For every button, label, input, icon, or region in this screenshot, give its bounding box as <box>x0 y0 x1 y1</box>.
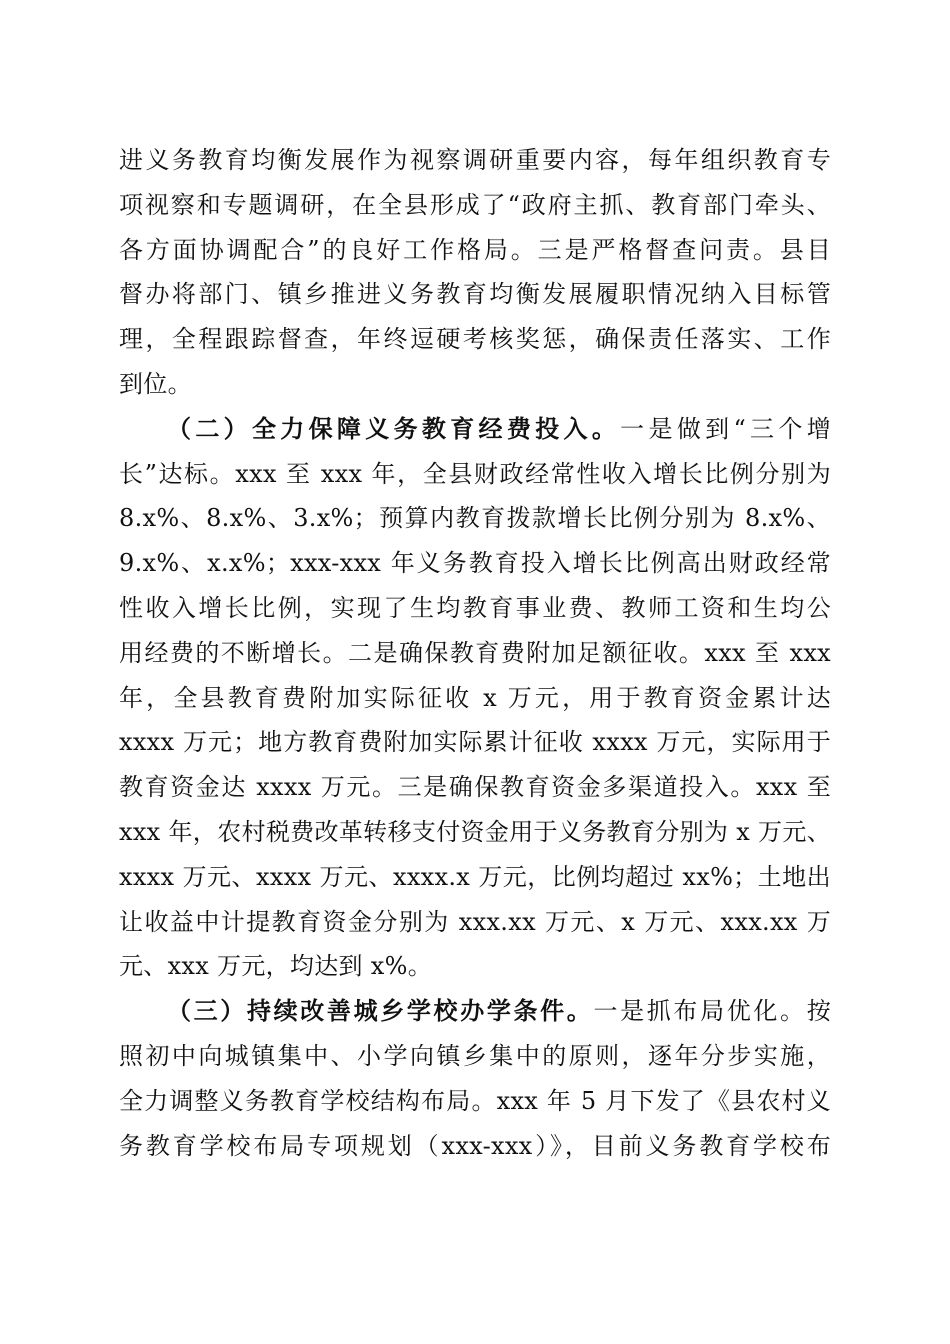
text-line: 各方面协调配合”的良好工作格局。三是严格督查问责。县目 <box>119 235 831 264</box>
text-line: 全力调整义务教育学校结构布局。xxx 年 5 月下发了《县农村义 <box>119 1086 831 1115</box>
section-three-first-line <box>119 989 831 1034</box>
text-line: 督办将部门、镇乡推进义务教育均衡发展履职情况纳入目标管 <box>119 280 831 309</box>
text-line: 务教育学校布局专项规划（xxx-xxx）》，目前义务教育学校布 <box>119 1131 831 1160</box>
document-body <box>119 138 831 1168</box>
text-line: xxx 年，农村税费改革转移支付资金用于义务教育分别为 x 万元、 <box>119 817 831 846</box>
text-line: 项视察和专题调研，在全县形成了“政府主抓、教育部门牵头、 <box>119 190 831 219</box>
text-line: 8.x%、8.x%、3.x%；预算内教育拨款增长比例分别为 8.x%、 <box>119 504 831 533</box>
text-line: 年，全县教育费附加实际征收 x 万元，用于教育资金累计达 <box>119 683 831 712</box>
text-line: 9.x%、x.x%；xxx-xxx 年义务教育投入增长比例高出财政经常 <box>119 549 831 578</box>
section-two-heading: （二）全力保障义务教育经费投入。 <box>167 413 621 443</box>
section-three-heading: （三）持续改善城乡学校办学条件。 <box>167 996 594 1026</box>
text-line: 照初中向城镇集中、小学向镇乡集中的原则，逐年分步实施， <box>119 1041 831 1070</box>
section-two-lead-text: 一是做到“三个增 <box>620 414 831 443</box>
text-line: 元、xxx 万元，均达到 x%。 <box>119 952 433 981</box>
text-line: 理，全程跟踪督查，年终逗硬考核奖惩，确保责任落实、工作 <box>119 325 831 354</box>
section-two-first-line <box>119 407 831 452</box>
text-line: 长”达标。xxx 至 xxx 年，全县财政经常性收入增长比例分别为 <box>119 459 831 488</box>
text-line: 性收入增长比例，实现了生均教育事业费、教师工资和生均公 <box>119 593 831 622</box>
text-line: xxxx 万元、xxxx 万元、xxxx.x 万元，比例均超过 xx%；土地出 <box>119 862 831 891</box>
text-line: 教育资金达 xxxx 万元。三是确保教育资金多渠道投入。xxx 至 <box>119 773 831 802</box>
text-line: 到位。 <box>119 369 192 398</box>
text-line: 进义务教育均衡发展作为视察调研重要内容，每年组织教育专 <box>119 146 831 174</box>
text-line: 让收益中计提教育资金分别为 xxx.xx 万元、x 万元、xxx.xx 万 <box>119 907 831 936</box>
section-three-lead-text: 一是抓布局优化。按 <box>593 997 831 1026</box>
text-line: 用经费的不断增长。二是确保教育费附加足额征收。xxx 至 xxx <box>119 638 831 667</box>
text-line: xxxx 万元；地方教育费附加实际累计征收 xxxx 万元，实际用于 <box>119 728 831 757</box>
